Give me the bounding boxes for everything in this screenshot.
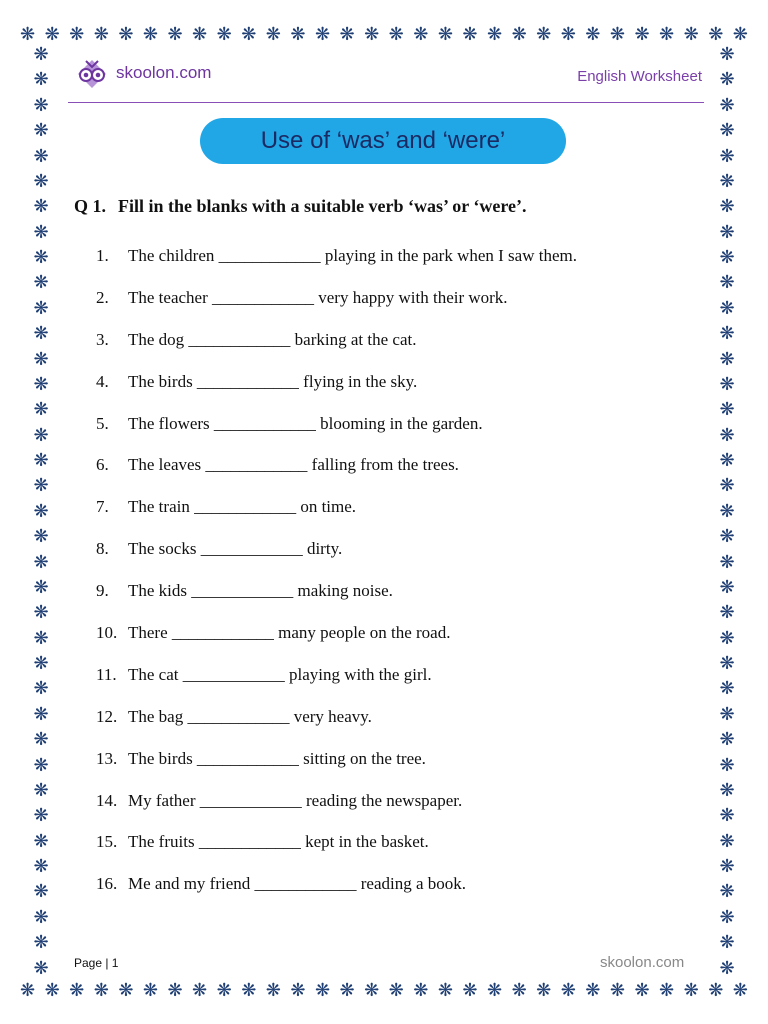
item-text: The leaves ____________ falling from the trees. (128, 455, 459, 475)
snowflake-border-icon: ❋ (719, 805, 735, 827)
snowflake-border-icon: ❋ (33, 627, 49, 649)
snowflake-border-icon: ❋ (719, 170, 735, 192)
snowflake-border-icon: ❋ (719, 475, 735, 497)
owl-logo-icon (72, 56, 112, 90)
page-header (68, 50, 704, 103)
border-bottom (20, 978, 748, 1004)
snowflake-border-icon: ❋ (585, 24, 601, 45)
snowflake-border-icon: ❋ (290, 980, 306, 1001)
snowflake-border-icon: ❋ (33, 399, 49, 421)
snowflake-border-icon: ❋ (192, 980, 208, 1001)
snowflake-border-icon: ❋ (462, 24, 478, 45)
item-text: The flowers ____________ blooming in the garden. (128, 413, 483, 433)
snowflake-border-icon: ❋ (536, 980, 552, 1001)
snowflake-border-icon: ❋ (33, 779, 49, 801)
worksheet-title: Use of ‘was’ and ‘were’ (260, 127, 506, 154)
snowflake-border-icon: ❋ (69, 24, 85, 45)
snowflake-border-icon: ❋ (719, 450, 735, 471)
site-name: skoolon.com (116, 63, 212, 82)
snowflake-border-icon: ❋ (462, 980, 478, 1001)
snowflake-border-icon: ❋ (659, 24, 675, 45)
snowflake-border-icon: ❋ (719, 120, 735, 142)
snowflake-border-icon: ❋ (216, 980, 232, 1001)
snowflake-border-icon: ❋ (719, 703, 735, 725)
snowflake-border-icon: ❋ (719, 551, 735, 573)
list-item (96, 665, 577, 707)
item-number: 7. (96, 497, 109, 517)
question-heading (74, 196, 527, 217)
snowflake-border-icon: ❋ (33, 297, 49, 319)
snowflake-border-icon: ❋ (33, 703, 49, 725)
snowflake-border-icon: ❋ (33, 551, 49, 573)
snowflake-border-icon: ❋ (33, 120, 49, 142)
border-top (20, 22, 748, 48)
snowflake-border-icon: ❋ (719, 881, 735, 903)
snowflake-border-icon: ❋ (20, 980, 36, 1001)
snowflake-border-icon: ❋ (719, 729, 735, 751)
snowflake-border-icon: ❋ (33, 856, 49, 877)
snowflake-border-icon: ❋ (364, 24, 380, 45)
list-item (96, 832, 577, 874)
snowflake-border-icon: ❋ (364, 980, 380, 1001)
snowflake-border-icon: ❋ (486, 980, 503, 1001)
snowflake-border-icon: ❋ (719, 856, 735, 877)
list-item (96, 246, 577, 288)
item-number: 10. (96, 623, 118, 643)
snowflake-border-icon: ❋ (33, 373, 49, 395)
item-number: 15. (96, 832, 118, 852)
snowflake-border-icon: ❋ (719, 323, 735, 345)
snowflake-border-icon: ❋ (719, 46, 735, 65)
snowflake-border-icon: ❋ (93, 980, 109, 1001)
snowflake-border-icon: ❋ (33, 247, 49, 268)
item-number: 16. (96, 874, 118, 894)
item-text: The train ____________ on time. (128, 497, 357, 517)
snowflake-border-icon: ❋ (33, 46, 49, 65)
snowflake-border-icon: ❋ (719, 196, 735, 218)
snowflake-border-icon: ❋ (388, 980, 404, 1001)
snowflake-border-icon: ❋ (33, 348, 49, 370)
item-number: 4. (96, 371, 109, 391)
snowflake-border-icon: ❋ (719, 297, 735, 319)
footer-site: skoolon.com (600, 954, 685, 971)
snowflake-border-icon: ❋ (511, 24, 527, 45)
snowflake-border-icon: ❋ (33, 526, 49, 548)
list-item (96, 414, 577, 456)
list-item (96, 330, 577, 372)
snowflake-border-icon: ❋ (719, 69, 735, 91)
snowflake-border-icon: ❋ (732, 24, 748, 45)
snowflake-border-icon: ❋ (719, 906, 735, 928)
item-number: 1. (96, 246, 109, 265)
snowflake-border-icon: ❋ (719, 348, 735, 370)
snowflake-border-icon: ❋ (719, 830, 735, 852)
snowflake-border-icon: ❋ (437, 980, 453, 1001)
item-text: There ____________ many people on the road. (128, 623, 451, 643)
snowflake-border-icon: ❋ (536, 24, 552, 45)
item-text: The birds ____________ sitting on the tree. (128, 748, 426, 768)
snowflake-border-icon: ❋ (719, 779, 735, 801)
snowflake-border-icon: ❋ (33, 475, 49, 497)
snowflake-border-icon: ❋ (33, 576, 49, 598)
snowflake-border-icon: ❋ (659, 980, 675, 1001)
item-text: The kids ____________ making noise. (128, 581, 393, 601)
snowflake-border-icon: ❋ (314, 980, 331, 1001)
snowflake-border-icon: ❋ (33, 729, 49, 751)
snowflake-border-icon: ❋ (142, 980, 158, 1001)
snowflake-border-icon: ❋ (486, 24, 503, 45)
snowflake-border-icon: ❋ (118, 24, 134, 45)
list-item (96, 749, 577, 791)
item-number: 3. (96, 329, 109, 349)
snowflake-border-icon: ❋ (33, 196, 49, 218)
snowflake-border-icon: ❋ (33, 805, 49, 827)
snowflake-border-icon: ❋ (290, 24, 306, 45)
list-item (96, 288, 577, 330)
item-text: My father ____________ reading the newspaper. (128, 790, 463, 810)
item-text: The teacher ____________ very happy with their work. (128, 287, 508, 307)
snowflake-border-icon: ❋ (719, 576, 735, 598)
snowflake-border-icon: ❋ (33, 500, 49, 522)
snowflake-border-icon: ❋ (719, 602, 735, 624)
border-right (714, 46, 740, 978)
item-text: The dog ____________ barking at the cat. (128, 329, 417, 349)
list-item (96, 455, 577, 497)
snowflake-border-icon: ❋ (33, 424, 49, 446)
item-number: 8. (96, 539, 109, 559)
snowflake-border-icon: ❋ (719, 526, 735, 548)
logo (72, 56, 211, 90)
snowflake-border-icon: ❋ (634, 980, 650, 1001)
snowflake-border-icon: ❋ (719, 247, 735, 268)
item-text: The fruits ____________ kept in the basket. (128, 832, 429, 852)
item-number: 5. (96, 413, 109, 433)
snowflake-border-icon: ❋ (33, 602, 49, 624)
snowflake-border-icon: ❋ (265, 24, 281, 45)
border-left (28, 46, 54, 978)
snowflake-border-icon: ❋ (20, 24, 36, 45)
page-number: Page | 1 (74, 956, 119, 970)
snowflake-border-icon: ❋ (609, 24, 625, 45)
snowflake-border-icon: ❋ (33, 881, 49, 903)
snowflake-border-icon: ❋ (33, 957, 49, 978)
list-item (96, 497, 577, 539)
item-number: 2. (96, 287, 109, 307)
snowflake-border-icon: ❋ (609, 980, 625, 1001)
snowflake-border-icon: ❋ (708, 24, 724, 45)
list-item (96, 372, 577, 414)
snowflake-border-icon: ❋ (719, 932, 735, 954)
snowflake-border-icon: ❋ (33, 906, 49, 928)
item-number: 11. (96, 664, 117, 684)
snowflake-border-icon: ❋ (33, 323, 49, 345)
item-text: The children ____________ playing in the park when I saw them. (128, 246, 577, 265)
snowflake-border-icon: ❋ (560, 980, 576, 1001)
list-item (96, 874, 577, 916)
snowflake-border-icon: ❋ (719, 272, 735, 294)
snowflake-border-icon: ❋ (634, 24, 650, 45)
snowflake-border-icon: ❋ (93, 24, 109, 45)
snowflake-border-icon: ❋ (413, 24, 429, 45)
snowflake-border-icon: ❋ (732, 980, 748, 1001)
snowflake-border-icon: ❋ (33, 754, 49, 776)
item-number: 14. (96, 790, 118, 810)
snowflake-border-icon: ❋ (33, 932, 49, 954)
snowflake-border-icon: ❋ (44, 24, 60, 45)
snowflake-border-icon: ❋ (33, 653, 49, 674)
snowflake-border-icon: ❋ (33, 678, 49, 700)
snowflake-border-icon: ❋ (167, 24, 183, 45)
snowflake-border-icon: ❋ (142, 24, 158, 45)
snowflake-border-icon: ❋ (683, 24, 699, 45)
snowflake-border-icon: ❋ (437, 24, 453, 45)
snowflake-border-icon: ❋ (339, 980, 355, 1001)
snowflake-border-icon: ❋ (33, 170, 49, 192)
question-number: Q 1. (74, 196, 107, 216)
snowflake-border-icon: ❋ (314, 24, 331, 45)
item-text: The birds ____________ flying in the sky. (128, 371, 418, 391)
question-text: Fill in the blanks with a suitable verb ‘was’ or ‘were’. (118, 196, 527, 216)
item-number: 13. (96, 748, 118, 768)
snowflake-border-icon: ❋ (33, 272, 49, 294)
snowflake-border-icon: ❋ (241, 24, 257, 45)
snowflake-border-icon: ❋ (719, 145, 735, 167)
snowflake-border-icon: ❋ (241, 980, 257, 1001)
snowflake-border-icon: ❋ (33, 221, 49, 243)
snowflake-border-icon: ❋ (683, 980, 699, 1001)
snowflake-border-icon: ❋ (167, 980, 183, 1001)
snowflake-border-icon: ❋ (413, 980, 429, 1001)
item-text: The bag ____________ very heavy. (128, 706, 372, 726)
snowflake-border-icon: ❋ (33, 94, 49, 116)
snowflake-border-icon: ❋ (339, 24, 355, 45)
item-number: 12. (96, 706, 118, 726)
snowflake-border-icon: ❋ (719, 653, 735, 674)
snowflake-border-icon: ❋ (265, 980, 281, 1001)
snowflake-border-icon: ❋ (388, 24, 404, 45)
snowflake-border-icon: ❋ (585, 980, 601, 1001)
snowflake-border-icon: ❋ (44, 980, 60, 1001)
subject-label: English Worksheet (577, 68, 702, 85)
snowflake-border-icon: ❋ (118, 980, 134, 1001)
worksheet-title-banner (200, 118, 566, 164)
item-text: Me and my friend ____________ reading a book. (128, 874, 467, 894)
snowflake-border-icon: ❋ (192, 24, 208, 45)
list-item (96, 707, 577, 749)
snowflake-border-icon: ❋ (719, 221, 735, 243)
snowflake-border-icon: ❋ (719, 678, 735, 700)
snowflake-border-icon: ❋ (511, 980, 527, 1001)
snowflake-border-icon: ❋ (33, 450, 49, 471)
list-item (96, 623, 577, 665)
item-text: The cat ____________ playing with the girl. (128, 664, 432, 684)
snowflake-border-icon: ❋ (719, 754, 735, 776)
snowflake-border-icon: ❋ (33, 69, 49, 91)
snowflake-border-icon: ❋ (719, 500, 735, 522)
list-item (96, 791, 577, 833)
snowflake-border-icon: ❋ (216, 24, 232, 45)
snowflake-border-icon: ❋ (719, 424, 735, 446)
snowflake-border-icon: ❋ (719, 399, 735, 421)
snowflake-border-icon: ❋ (708, 980, 724, 1001)
snowflake-border-icon: ❋ (719, 94, 735, 116)
list-item (96, 539, 577, 581)
snowflake-border-icon: ❋ (69, 980, 85, 1001)
item-text: The socks ____________ dirty. (128, 539, 343, 559)
snowflake-border-icon: ❋ (719, 373, 735, 395)
snowflake-border-icon: ❋ (560, 24, 576, 45)
snowflake-border-icon: ❋ (33, 830, 49, 852)
list-item (96, 581, 577, 623)
snowflake-border-icon: ❋ (719, 957, 735, 978)
item-number: 9. (96, 581, 109, 601)
exercise-list (96, 246, 577, 916)
snowflake-border-icon: ❋ (33, 145, 49, 167)
item-number: 6. (96, 455, 109, 475)
snowflake-border-icon: ❋ (719, 627, 735, 649)
